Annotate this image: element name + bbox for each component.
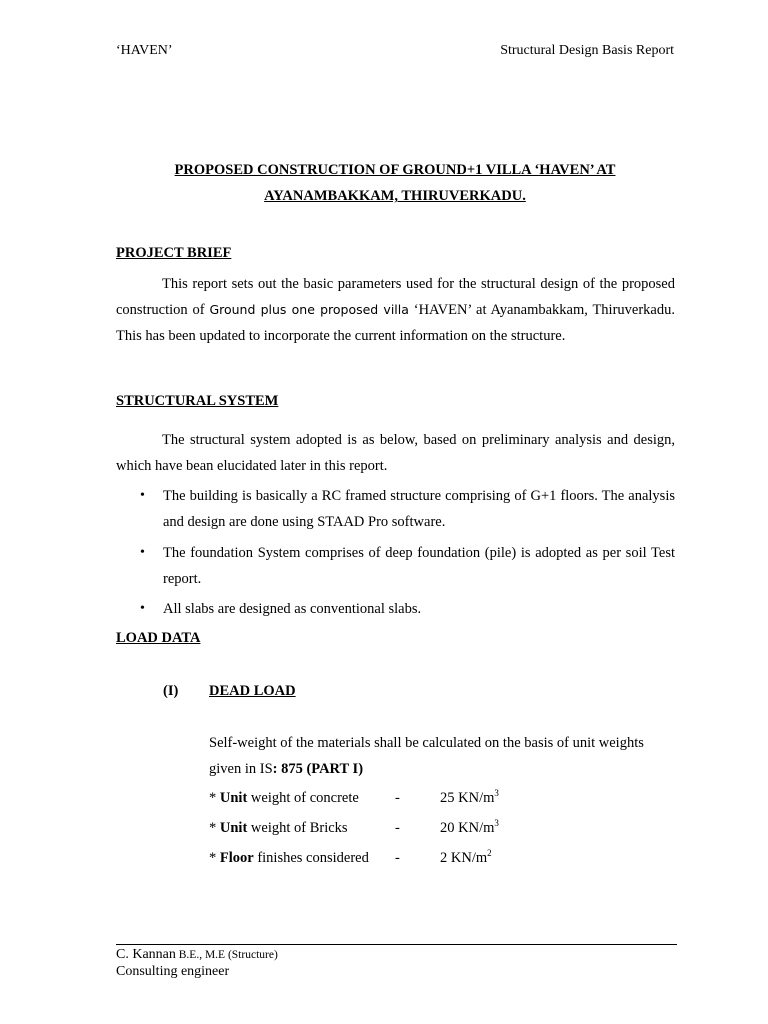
footer-author-name: C. Kannan [116, 947, 176, 962]
project-brief-paragraph [116, 271, 675, 349]
header-project-name: ‘HAVEN’ [116, 43, 173, 58]
load-row-exponent: 3 [494, 788, 499, 799]
dead-load-description-text: Self-weight of the materials shall be calculated on the basis of unit weights given in IS [209, 735, 644, 777]
load-row-dash: - [395, 790, 400, 806]
structural-system-heading: STRUCTURAL SYSTEM [116, 393, 279, 409]
load-row-star: * [209, 790, 220, 806]
load-row-value: 20 KN/m [440, 820, 495, 836]
load-row-label: weight of Bricks [247, 820, 348, 836]
load-row-value: 25 KN/m [440, 790, 495, 806]
load-row-label: finishes considered [253, 850, 369, 866]
dead-load-number: (I) [163, 683, 179, 699]
footer-author-qualification: B.E., M.E (Structure) [175, 949, 278, 961]
dead-load-description [209, 730, 679, 782]
project-brief-text-1: This report sets out the basic parameters used for the structural design of the proposed construction of [116, 276, 675, 318]
footer-author [116, 947, 278, 963]
bullet-item-1: The building is basically a RC framed structure comprising of G+1 floors. The analysis and design are done using STAAD Pro software. [163, 488, 675, 530]
dead-load-title: DEAD LOAD [209, 683, 296, 699]
load-row-dash: - [395, 850, 400, 866]
structural-system-intro-text: The structural system adopted is as below, based on preliminary analysis and design, which have bean elucidated later in this report. [116, 432, 675, 474]
load-row-exponent: 2 [487, 848, 492, 859]
load-row-star: * [209, 820, 220, 836]
footer-divider [116, 944, 677, 945]
load-row-value: 2 KN/m [440, 850, 488, 866]
project-brief-text-2: ‘HAVEN’ at Ayanambakkam, Thiruverkadu. This has been updated to incorporate the current information on the structure. [116, 302, 675, 344]
document-title-line-1: PROPOSED CONSTRUCTION OF GROUND+1 VILLA ‘HAVEN’ AT [174, 162, 616, 178]
header-report-title: Structural Design Basis Report [500, 43, 674, 58]
dead-load-code-reference: : 875 (PART I) [272, 761, 364, 777]
footer-author-role: Consulting engineer [116, 964, 230, 979]
load-row-star: * [209, 850, 220, 866]
load-row-dash: - [395, 820, 400, 836]
load-row-label: weight of concrete [247, 790, 359, 806]
bullet-icon: • [140, 601, 145, 616]
bullet-icon: • [140, 545, 145, 560]
load-row-key: Floor [219, 850, 254, 866]
load-row-exponent: 3 [494, 818, 499, 829]
load-row-key: Unit [219, 820, 248, 836]
project-brief-heading: PROJECT BRIEF [116, 245, 232, 261]
load-data-heading: LOAD DATA [116, 630, 201, 646]
project-brief-text-sans: Ground plus one proposed villa [209, 302, 409, 317]
document-title-line-2: AYANAMBAKKAM, THIRUVERKADU. [264, 188, 526, 204]
load-row-key: Unit [219, 790, 248, 806]
bullet-icon: • [140, 488, 145, 503]
bullet-item-3: All slabs are designed as conventional slabs. [163, 601, 422, 617]
bullet-item-2: The foundation System comprises of deep foundation (pile) is adopted as per soil Test report. [163, 545, 675, 587]
structural-system-intro [116, 427, 675, 479]
